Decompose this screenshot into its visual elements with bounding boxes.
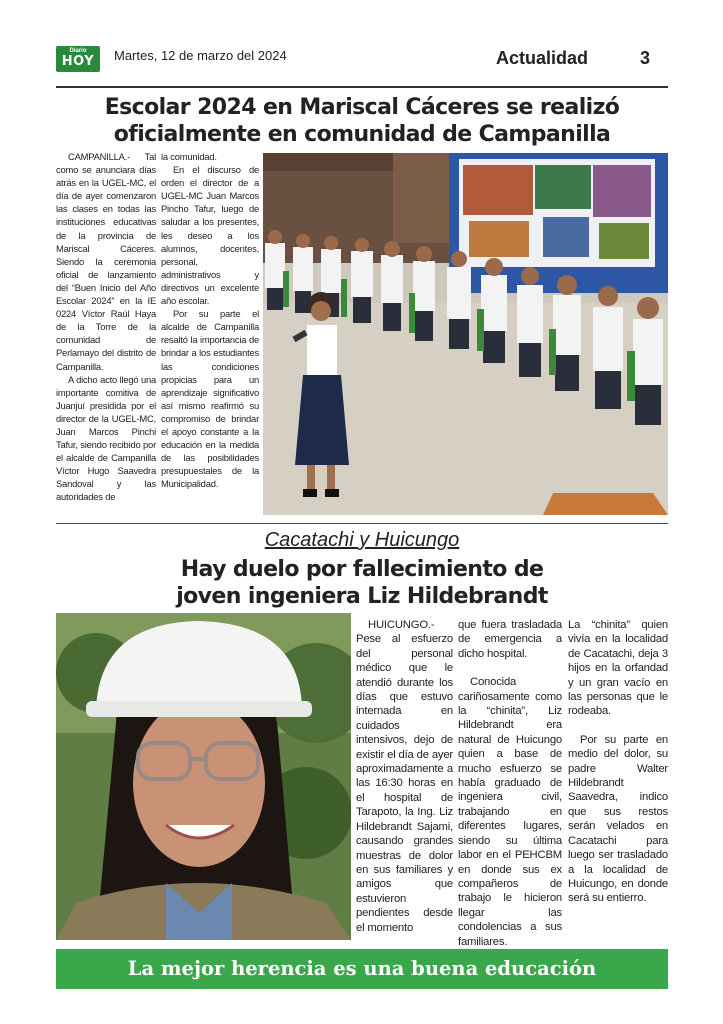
- portrait-photo-illustration: [56, 613, 351, 940]
- article1-headline: [56, 94, 668, 148]
- ceremony-photo-illustration: [263, 153, 668, 515]
- footer-slogan: La mejor herencia es una buena educación: [127, 957, 597, 980]
- newspaper-logo: [56, 46, 100, 72]
- article1-headline-line2: oficialmente en comunidad de Campanilla: [113, 122, 611, 147]
- article2-column-3: [568, 618, 668, 906]
- article2-paragraph: Por su parte en medio del dolor, su padre Walter Hildebrandt Saavedra, indico que sus restos serán velados en Cacatachi para luego ser trasladado a la localidad de Huicungo, en donde será su entierro.: [568, 733, 668, 905]
- article2-headline-line1: Hay duelo por fallecimiento de: [180, 557, 544, 582]
- article2-paragraph: La “chinita” quien vivía en la localidad de Cacatachi, deja 3 hijos en la orfandad y un gran vacío en las personas que le rodeaba.: [568, 619, 668, 718]
- article1-headline-line1: Escolar 2024 en Mariscal Cáceres se realizó: [104, 95, 620, 120]
- article2-paragraph: Conocida cariñosamente como la “chinita”, Liz Hildebrandt era natural de Huicungo quien a base de mucho esfuerzo se había graduado de ingeniera civil, trabajando en diferentes lugares, siendo su última labor en el PEHCBM en donde sus ex compañeros de trabajo le hicieron llegar las condolencias a sus familiares.: [458, 676, 562, 948]
- article1-column-1: [56, 150, 156, 504]
- article1-column-2: [161, 150, 259, 490]
- portrait-photo: [56, 613, 351, 940]
- article1-paragraph: la comunidad.: [161, 151, 217, 162]
- article2-headline-line2: joven ingeniera Liz Hildebrandt: [176, 584, 548, 609]
- article2-column-2: [458, 618, 562, 949]
- footer-banner: [56, 949, 668, 989]
- article2-column-1: [356, 618, 453, 935]
- issue-date: Martes, 12 de marzo del 2024: [114, 48, 287, 63]
- ceremony-photo: [263, 153, 668, 515]
- logo-main-text: HOY: [61, 54, 95, 69]
- article1-paragraph: A dicho acto llegó una importante comitiva de Juanjuí presidida por el director de la UGEL-MC, Juan Marcos Pinchi Tafur, siendo recibido por el alcalde de Campanilla Víctor Hugo Saavedra Sandoval y las autoridades de: [56, 373, 156, 503]
- article1-paragraph: Por su parte el alcalde de Campanilla resaltó la importancia de brindar a los estudiantes las condiciones propicias para un aprendizaje significativo así mismo reafirmó su compromiso de brindar el apoyo constante a la educación en la medida de las posibilidades presupuestales de la Municipalidad.: [161, 308, 259, 490]
- article2-headline: [56, 556, 668, 610]
- page-header: [56, 44, 668, 88]
- article2-paragraph: que fuera trasladada de emergencia a dicho hospital.: [458, 619, 562, 660]
- page-number: 3: [640, 48, 651, 68]
- section-name: Actualidad: [496, 48, 589, 68]
- article-divider: [56, 523, 668, 524]
- logo-top-text: Diario: [69, 48, 87, 54]
- header-divider: [56, 86, 668, 88]
- article1-paragraph: CAMPANILLA.- Tal como se anunciara días atrás en la UGEL-MC, el día de ayer comenzaron las clases en todas las instituciones educativas de la provincia de Mariscal Cáceres. Siendo la ceremonia oficial de lanzamiento del “Buen Inicio del Año Escolar 2024” en la IE 0224 Víctor Raúl Haya de la Torre de la comunidad de Perlamayo del distrito de Campanilla.: [56, 151, 156, 372]
- article2-kicker: Cacatachi y Huicungo: [264, 529, 460, 551]
- article2-paragraph: HUICUNGO.- Pese al esfuerzo del personal médico que le atendió durante los días que estuvo internada en cuidados intensivos, dejo de existir el día de ayer aproximadamente a las 16:30 horas en el hospital de Tarapoto, la Ing. Liz Hildebrandt Sajami, causando grandes muestras de dolor en sus familiares y amigos que estuvieron pendientes desde el momento: [356, 619, 453, 934]
- article1-paragraph: En el discurso de orden el director de a UGEL-MC Juan Marcos Pincho Tafur, luego de saludar a los presentes, les deseo a los alumnos, docentes, personal, administrativos y directivos un excelente año escolar.: [161, 164, 259, 307]
